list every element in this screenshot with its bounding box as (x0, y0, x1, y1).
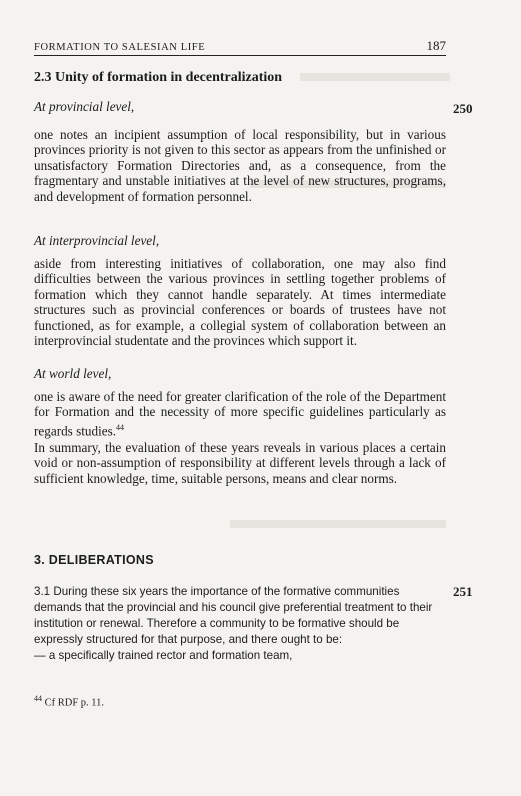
footnote-marker: 44 (34, 694, 42, 703)
running-header (34, 38, 446, 54)
world-paragraph (34, 389, 446, 439)
section-heading: 2.3 Unity of formation in decentralization (34, 70, 283, 85)
page-number: 187 (426, 38, 446, 53)
summary-paragraph: In summary, the evaluation of these years reveals in various places a certain void or non-assumption of responsibility at different levels through a lack of sufficient knowledge, time, suitable persons, means and clear norms. (34, 440, 446, 486)
header-rule (34, 55, 446, 56)
bleed-through-mark (300, 73, 450, 81)
provincial-paragraph: one notes an incipient assumption of local responsibility, but in various provinces priority is not given to this sector as appears from the unfinished or unsatisfactory Formation Directories and, as a consequence, from the fragmentary and unstable initiatives at the level of new structures, programs, and development of formation personnel. (34, 127, 446, 204)
interprovincial-paragraph: aside from interesting initiatives of collaboration, one may also find difficulties between the various provinces in settling together problems of formation which they cannot handle separately. At times intermediate structures such as provincial conferences or boards of trustees have not functioned, as for example, a collegial system of collaboration between an interprovincial studentate and the provinces which support it. (34, 256, 446, 349)
interprovincial-subtitle: At interprovincial level, (34, 233, 160, 248)
deliberations-paragraph: 3.1 During these six years the importance of the formative communities demands that the provincial and his council give preferential treatment to their institution or renewal. Therefore a community to be formative should be expressly structured for that purpose, and there ought to be: (34, 585, 433, 646)
footnote-text: Cf RDF p. 11. (44, 697, 105, 709)
provincial-subtitle: At provincial level, (34, 99, 135, 114)
world-paragraph-text: one is aware of the need for greater clarification of the role of the Department for Formation and the necessity of more specific guidelines particularly as regards studies. (34, 389, 446, 439)
footnote (34, 694, 104, 709)
deliberations-list-item: — a specifically trained rector and formation team, (34, 649, 293, 662)
bleed-through-mark (230, 520, 446, 528)
world-subtitle: At world level, (34, 366, 112, 381)
running-title: FORMATION TO SALESIAN LIFE (34, 42, 206, 53)
margin-number-251: 251 (453, 584, 473, 599)
footnote-ref: 44 (116, 422, 125, 432)
deliberations-heading: 3. DELIBERATIONS (34, 553, 154, 567)
margin-number-250: 250 (453, 101, 473, 116)
